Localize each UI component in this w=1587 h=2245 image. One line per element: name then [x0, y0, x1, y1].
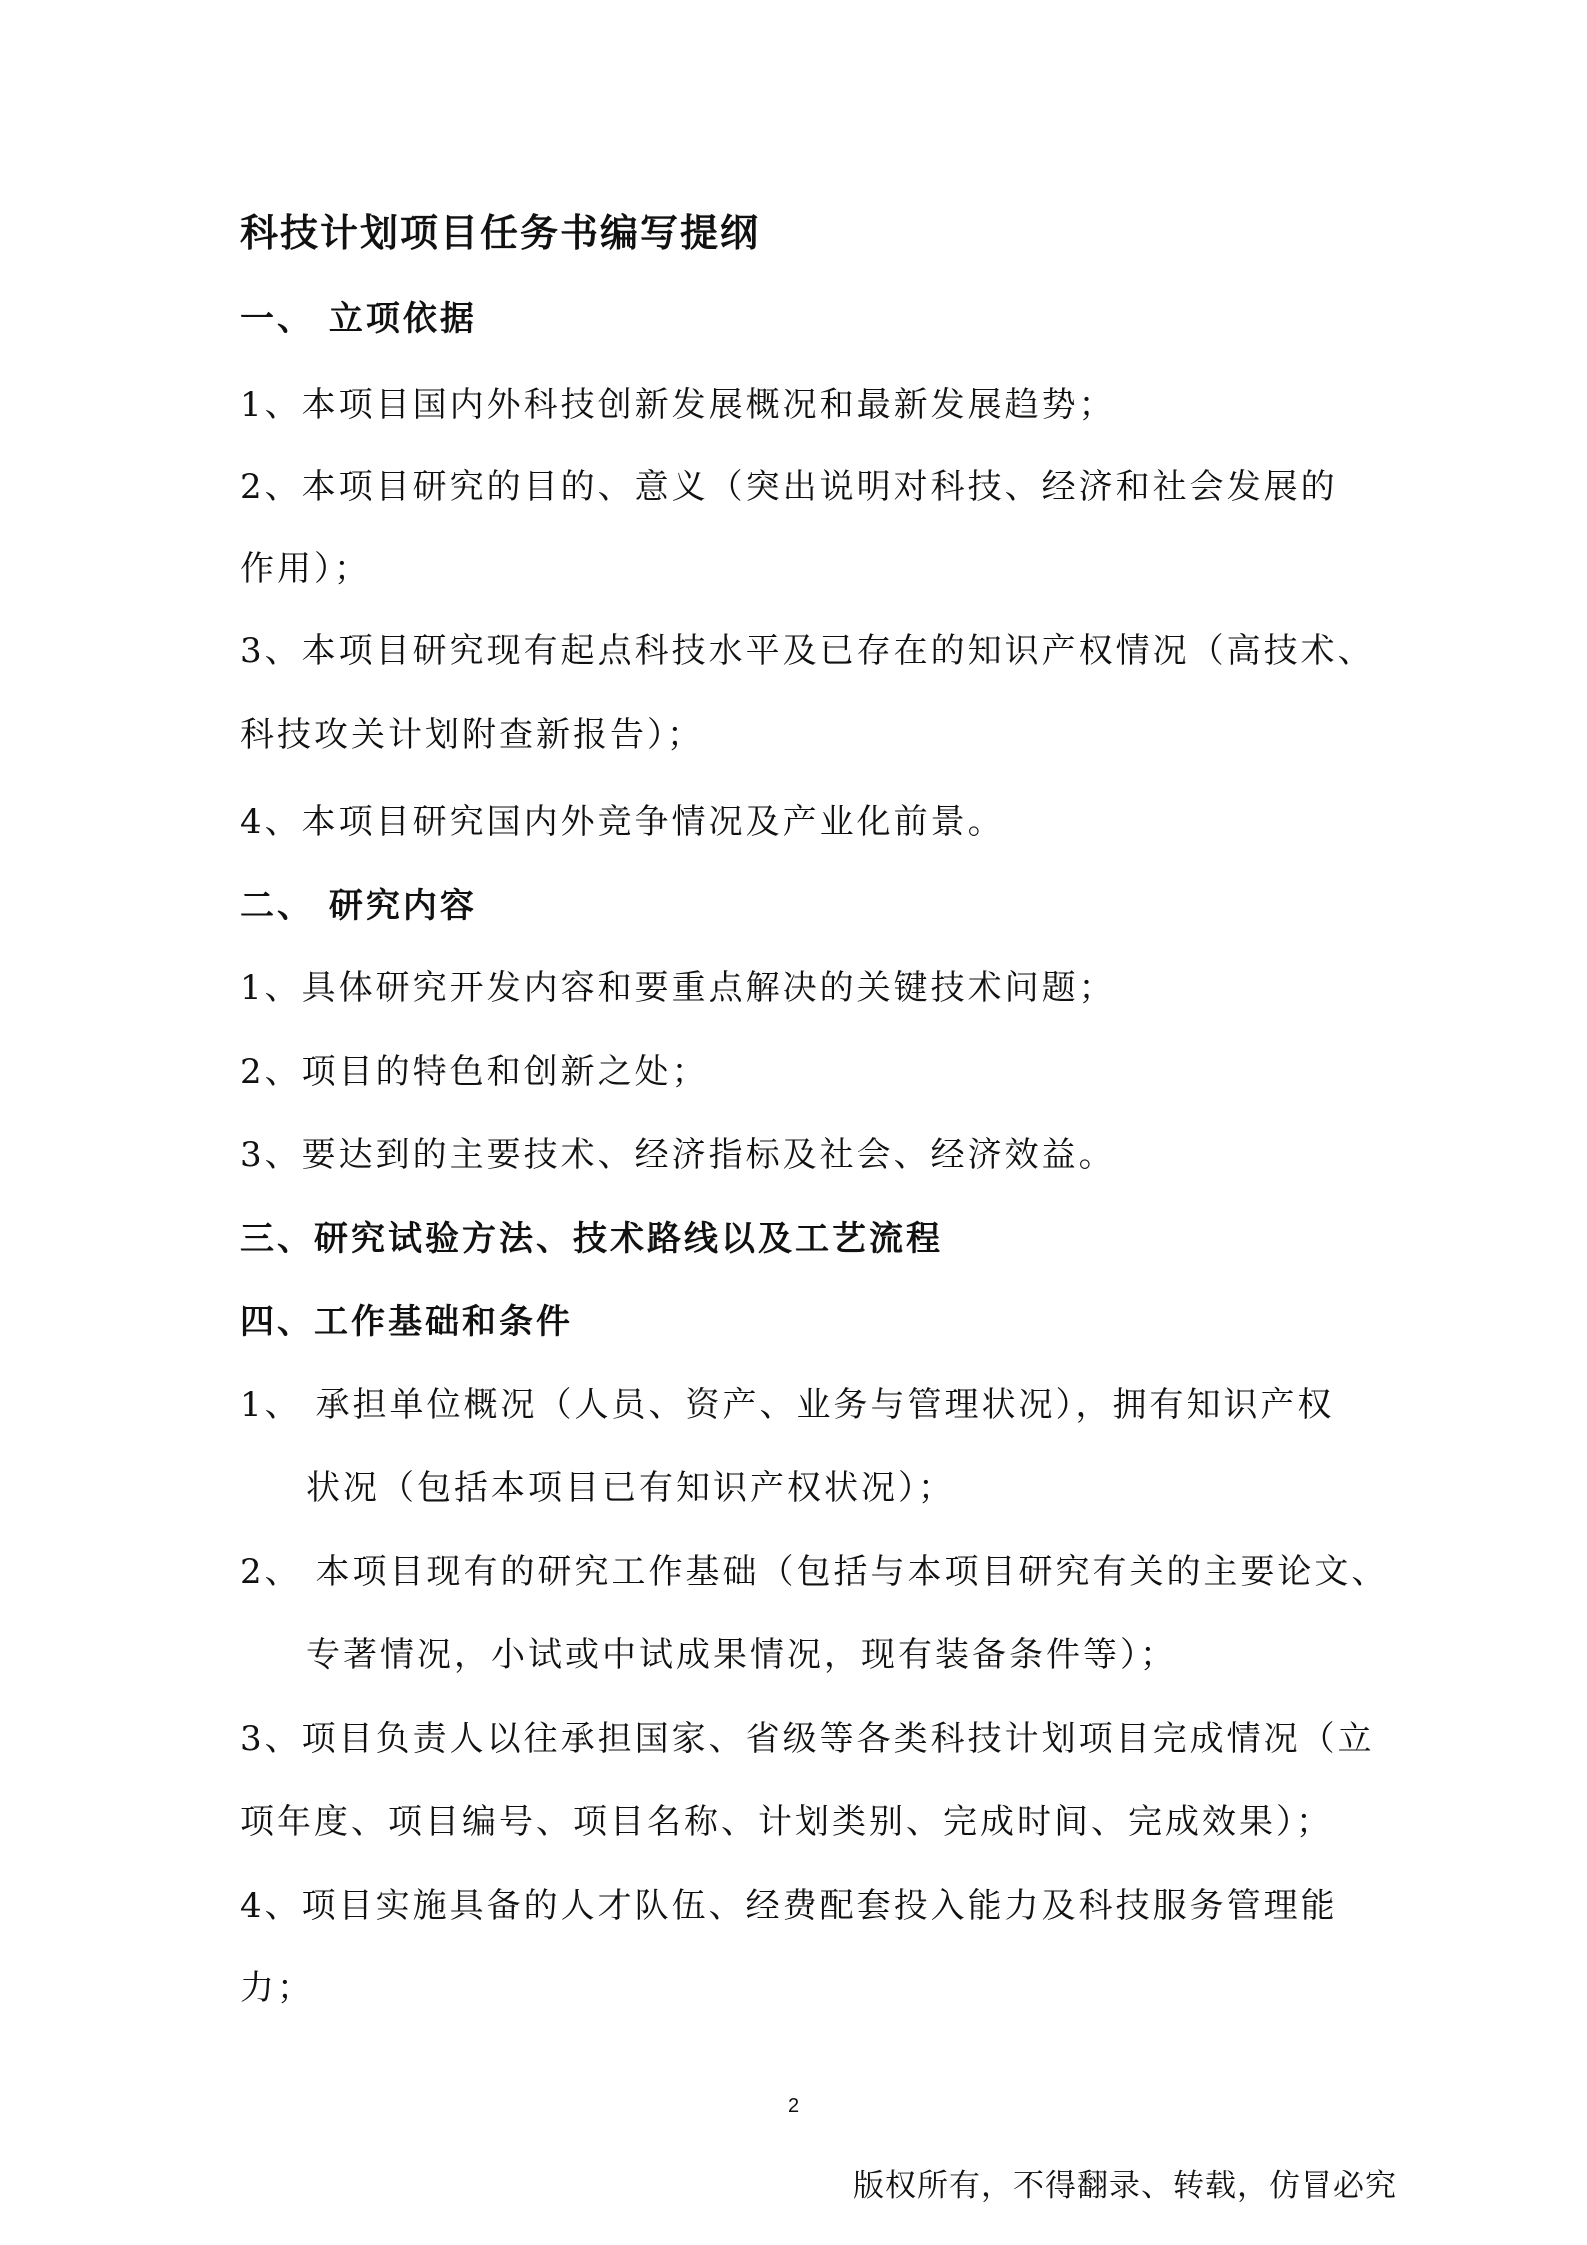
body-line: 2、项目的特色和创新之处；: [240, 1052, 709, 1092]
section-heading-1: 一、 立项依据: [240, 299, 477, 339]
body-line: 4、项目实施具备的人才队伍、经费配套投入能力及科技服务管理能: [240, 1886, 1338, 1926]
body-line: 2、本项目研究的目的、意义（突出说明对科技、经济和社会发展的: [240, 467, 1338, 507]
body-line: 力；: [240, 1968, 314, 2008]
body-line: 1、具体研究开发内容和要重点解决的关键技术问题；: [240, 968, 1116, 1008]
body-line: 4、本项目研究国内外竞争情况及产业化前景。: [240, 802, 1005, 842]
body-line: 1、 承担单位概况（人员、资产、业务与管理状况），拥有知识产权: [240, 1385, 1335, 1425]
body-line: 2、 本项目现有的研究工作基础（包括与本项目研究有关的主要论文、: [240, 1552, 1389, 1592]
section-heading-3: 三、研究试验方法、技术路线以及工艺流程: [240, 1219, 943, 1259]
body-line: 作用）；: [240, 549, 371, 589]
copyright-notice: 版权所有，不得翻录、转载，仿冒必究: [853, 2168, 1397, 2204]
body-line: 专著情况，小试或中试成果情况，现有装备条件等）；: [306, 1635, 1177, 1675]
section-heading-2: 二、 研究内容: [240, 886, 477, 926]
page-number: 2: [787, 2095, 800, 2117]
body-line: 科技攻关计划附查新报告）；: [240, 715, 704, 755]
body-line: 1、本项目国内外科技创新发展概况和最新发展趋势；: [240, 385, 1116, 425]
body-line: 3、项目负责人以往承担国家、省级等各类科技计划项目完成情况（立: [240, 1719, 1375, 1759]
body-line: 3、要达到的主要技术、经济指标及社会、经济效益。: [240, 1135, 1116, 1175]
document-title: 科技计划项目任务书编写提纲: [240, 211, 761, 255]
body-line: 3、本项目研究现有起点科技水平及已存在的知识产权情况（高技术、: [240, 631, 1375, 671]
body-line: 状况（包括本项目已有知识产权状况）；: [306, 1468, 955, 1508]
section-heading-4: 四、工作基础和条件: [240, 1302, 573, 1342]
body-line: 项年度、项目编号、项目名称、计划类别、完成时间、完成效果）；: [240, 1802, 1333, 1842]
